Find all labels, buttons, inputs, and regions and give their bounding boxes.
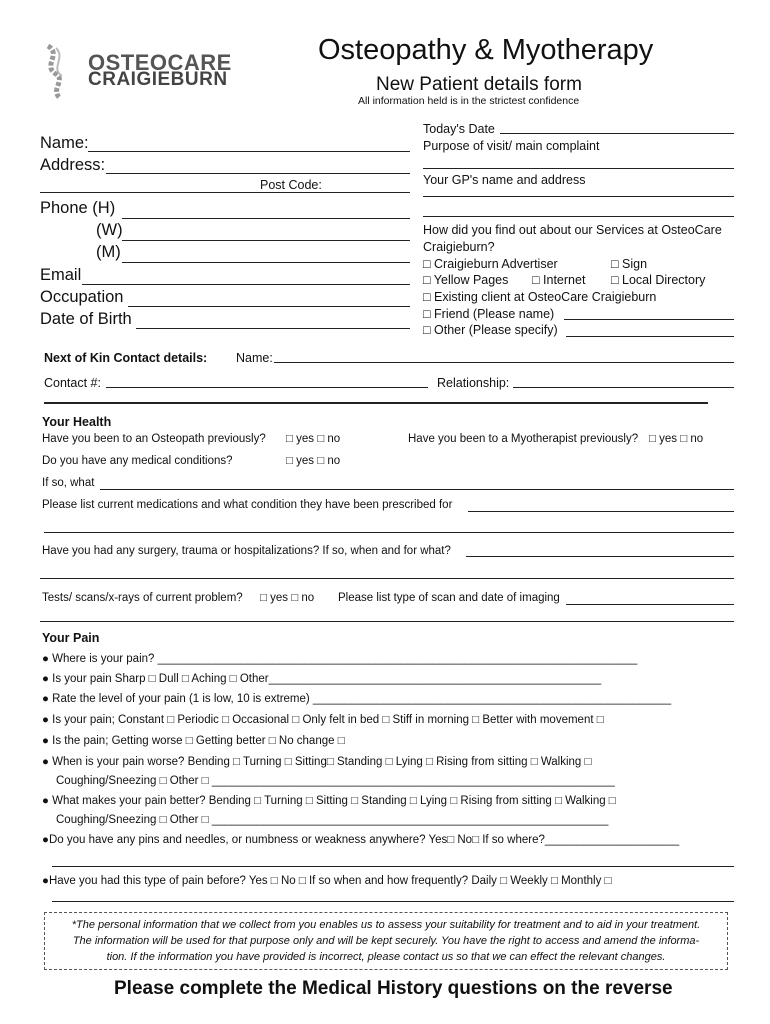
pain-worse-2[interactable]: Coughing/Sneezing □ Other □ _______________________________________________________________	[56, 775, 615, 787]
clinic-logo	[36, 44, 256, 99]
surgery-label: Have you had any surgery, trauma or hospitalizations? If so, when and for what?	[42, 545, 451, 557]
kin-contact-field[interactable]	[106, 387, 428, 388]
opt-yellow-pages[interactable]: □ Yellow Pages	[423, 273, 509, 287]
pain-worse[interactable]: ● When is your pain worse? Bending □ Turning □ Sitting□ Standing □ Lying □ Rising from sitting □ Walking □	[42, 756, 592, 768]
opt-internet[interactable]: □ Internet	[532, 273, 586, 287]
todays-date-label: Today's Date	[423, 122, 495, 136]
confidentiality-note: All information held is in the strictest confidence	[358, 95, 580, 107]
notice-line-1: *The personal information that we collect from you enables us to assess your suitability for treatment and to aid in your treatment.	[71, 919, 701, 931]
name-label: Name:	[40, 134, 89, 152]
before-field-2[interactable]	[52, 901, 734, 902]
gp-label: Your GP's name and address	[423, 173, 586, 187]
friend-name-field[interactable]	[564, 319, 734, 320]
tests-options[interactable]: □ yes □ no	[260, 592, 315, 604]
kin-relationship-field[interactable]	[513, 387, 734, 388]
opt-sign[interactable]: □ Sign	[611, 257, 648, 271]
dob-field[interactable]	[136, 328, 410, 329]
myo-options[interactable]: □ yes □ no	[649, 433, 704, 445]
pins-field-2[interactable]	[52, 866, 734, 867]
pain-before[interactable]: ●Have you had this type of pain before? Yes □ No □ If so when and how frequently? Daily □ Weekly □ Monthly □	[42, 875, 612, 887]
gp-field-2[interactable]	[423, 216, 734, 217]
address-field[interactable]	[106, 173, 410, 174]
kin-contact-label: Contact #:	[44, 376, 101, 390]
tests-list-field[interactable]	[566, 604, 734, 605]
form-subtitle: New Patient details form	[376, 74, 582, 95]
phone-h-label: Phone (H)	[40, 199, 116, 217]
email-field[interactable]	[82, 284, 410, 285]
osteo-options[interactable]: □ yes □ no	[286, 433, 341, 445]
opt-advertiser[interactable]: □ Craigieburn Advertiser	[423, 257, 558, 271]
purpose-label: Purpose of visit/ main complaint	[423, 139, 600, 153]
tests-field-2[interactable]	[40, 621, 734, 622]
phone-h-field[interactable]	[122, 218, 410, 219]
todays-date-field[interactable]	[500, 133, 734, 134]
medications-field[interactable]	[468, 511, 734, 512]
phone-m-label: (M)	[96, 243, 121, 261]
medications-field-2[interactable]	[44, 532, 734, 533]
phone-m-field[interactable]	[122, 262, 410, 263]
phone-w-label: (W)	[96, 221, 123, 239]
kin-relationship-label: Relationship:	[437, 376, 510, 390]
if-so-field[interactable]	[100, 489, 734, 490]
pain-better-2[interactable]: Coughing/Sneezing □ Other □ ______________________________________________________________	[56, 814, 609, 826]
privacy-notice	[44, 912, 728, 970]
kin-name-field[interactable]	[274, 362, 734, 363]
pain-better[interactable]: ● What makes your pain better? Bending □ Turning □ Sitting □ Standing □ Lying □ Rising from sitting □ Walking □	[42, 795, 616, 807]
address-field-2[interactable]	[40, 192, 410, 193]
find-question: How did you find out about our Services at OsteoCare	[423, 223, 722, 237]
opt-friend[interactable]: □ Friend (Please name)	[423, 307, 555, 321]
section-divider	[44, 402, 708, 404]
medications-label: Please list current medications and what condition they have been prescribed for	[42, 499, 453, 511]
pain-getting[interactable]: ● Is the pain; Getting worse □ Getting better □ No change □	[42, 735, 345, 747]
pain-heading: Your Pain	[42, 631, 100, 645]
surgery-field-2[interactable]	[40, 578, 734, 579]
other-specify-field[interactable]	[566, 336, 734, 337]
kin-label: Next of Kin Contact details:	[44, 351, 208, 365]
if-so-label: If so, what	[42, 477, 95, 489]
surgery-field[interactable]	[466, 556, 734, 557]
osteo-question: Have you been to an Osteopath previously?	[42, 433, 266, 445]
occupation-label: Occupation	[40, 288, 124, 306]
medical-options[interactable]: □ yes □ no	[286, 455, 341, 467]
form-title: Osteopathy & Myotherapy	[318, 34, 654, 66]
pain-rate[interactable]: ● Rate the level of your pain (1 is low, 10 is extreme) ________________________________________________________	[42, 693, 672, 705]
name-field[interactable]	[88, 151, 410, 152]
gp-field-1[interactable]	[423, 196, 734, 197]
postcode-label: Post Code:	[260, 178, 322, 192]
notice-line-2: The information will be used for that purpose only and will be kept securely. You have the right to access and amend the informa-	[72, 935, 700, 947]
pain-where[interactable]: ● Where is your pain? ___________________________________________________________________________	[42, 653, 638, 665]
footer-note: Please complete the Medical History questions on the reverse	[114, 978, 673, 999]
logo-line2: CRAIGIEBURN	[88, 69, 228, 90]
medical-question: Do you have any medical conditions?	[42, 455, 233, 467]
pain-constant[interactable]: ● Is your pain; Constant □ Periodic □ Occasional □ Only felt in bed □ Stiff in morning □ Better with movement □	[42, 714, 604, 726]
health-heading: Your Health	[42, 415, 112, 429]
opt-other[interactable]: □ Other (Please specify)	[423, 323, 558, 337]
tests-list-label: Please list type of scan and date of imaging	[338, 592, 560, 604]
notice-line-3: tion. If the information you have provided is incorrect, please contact us so that we can effect the relevant changes.	[106, 951, 666, 963]
logo-line1: OSTEOCARE	[88, 50, 232, 75]
dob-label: Date of Birth	[40, 310, 132, 328]
occupation-field[interactable]	[128, 306, 410, 307]
opt-existing-client[interactable]: □ Existing client at OsteoCare Craigieburn	[423, 290, 657, 304]
pain-pins[interactable]: ●Do you have any pins and needles, or numbness or weakness anywhere? Yes□ No□ If so where?_____________________	[42, 834, 680, 846]
myo-question: Have you been to a Myotherapist previously?	[408, 433, 639, 445]
tests-label: Tests/ scans/x-rays of current problem?	[42, 592, 243, 604]
spine-logo-icon	[36, 44, 72, 99]
phone-w-field[interactable]	[122, 240, 410, 241]
opt-local-directory[interactable]: □ Local Directory	[611, 273, 706, 287]
kin-name-label: Name:	[236, 351, 273, 365]
email-label: Email	[40, 266, 82, 284]
find-question-2: Craigieburn?	[423, 240, 495, 254]
pain-type[interactable]: ● Is your pain Sharp □ Dull □ Aching □ Other____________________________________________________	[42, 673, 602, 685]
purpose-field[interactable]	[423, 168, 734, 169]
address-label: Address:	[40, 156, 106, 174]
